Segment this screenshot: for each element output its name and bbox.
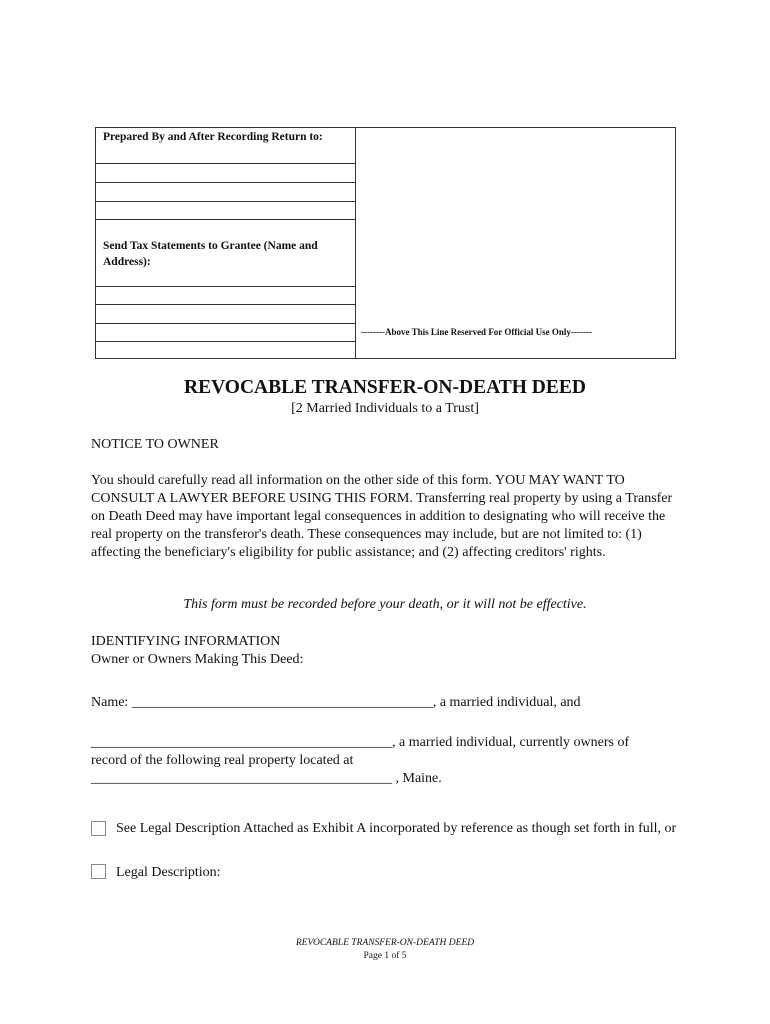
notice-body: You should carefully read all information on the other side of this form. YOU MAY WANT TO CONSULT A LAWYER BEFORE USING THIS FORM. Transferring real property by using a Transfer on Death Deed may have important legal consequences in addition to designating who will receive the real property on the transferor's death. These consequences may include, but are not limited to: (1) affecting the beneficiary's eligibility for public assistance; and (2) affecting creditors' rights. <box>91 473 673 560</box>
effective-warning: This form must be recorded before your death, or it will not be effective. <box>183 597 587 612</box>
prepared-line-3 <box>96 201 355 202</box>
legal-description-option-text: Legal Description: <box>116 865 221 880</box>
identifying-subheading: Owner or Owners Making This Deed: <box>91 652 304 667</box>
footer-page-number: Page 1 of 5 <box>363 951 407 961</box>
prepared-by-label: Prepared By and After Recording Return to: <box>103 131 323 143</box>
notice-heading: NOTICE TO OWNER <box>91 437 219 452</box>
owner-name-line-2: ___________________________________________, a married individual, currently owners of <box>91 735 630 750</box>
tax-line-3 <box>96 323 355 324</box>
exhibit-option-text: See Legal Description Attached as Exhibit A incorporated by reference as though set forth in full, or <box>116 821 677 836</box>
footer-document-title: REVOCABLE TRANSFER-ON-DEATH DEED <box>295 938 475 948</box>
document-title: REVOCABLE TRANSFER-ON-DEATH DEED <box>184 377 586 398</box>
owner-name-line-1: Name: ___________________________________________, a married individual, and <box>91 695 581 710</box>
tax-line-2 <box>96 304 355 305</box>
prepared-line-2 <box>96 182 355 183</box>
identifying-heading: IDENTIFYING INFORMATION <box>91 634 281 649</box>
prepared-line-4 <box>96 219 355 220</box>
official-use-notice: --------Above This Line Reserved For Official Use Only------- <box>361 327 592 337</box>
recording-info-column <box>96 128 356 358</box>
property-location-line: ___________________________________________ , Maine. <box>91 771 442 786</box>
tax-statements-label: Send Tax Statements to Grantee (Name and Address): <box>103 240 318 268</box>
recording-header-box <box>95 127 676 359</box>
document-subtitle: [2 Married Individuals to a Trust] <box>291 401 479 416</box>
tax-line-4 <box>96 341 355 342</box>
prepared-line-1 <box>96 163 355 164</box>
tax-line-1 <box>96 286 355 287</box>
property-location-text: record of the following real property located at <box>91 753 354 768</box>
